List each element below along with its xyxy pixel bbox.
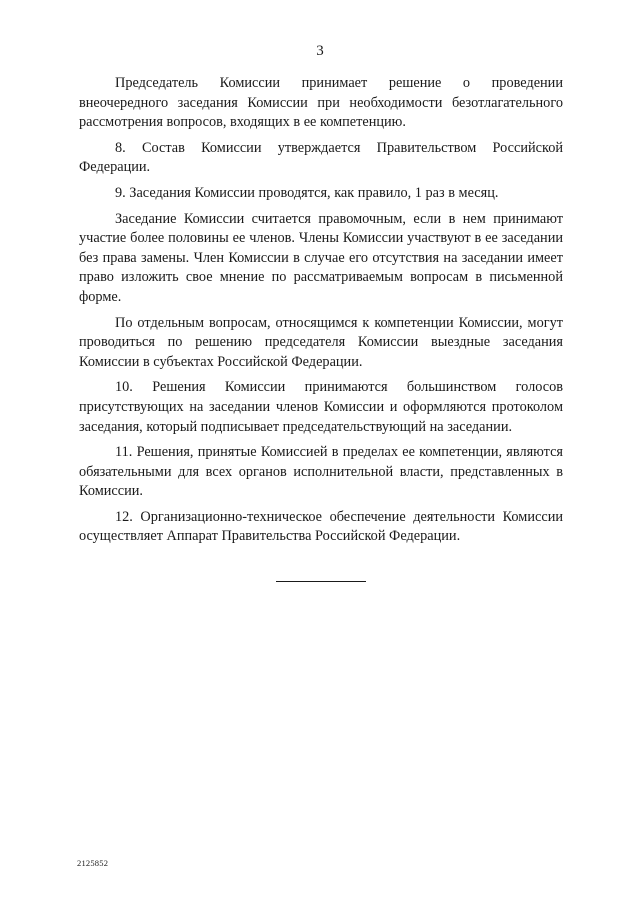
document-body [79,74,563,547]
document-code: 2125852 [77,858,109,868]
paragraph-offsite-meetings: По отдельным вопросам, относящимся к компетенции Комиссии, могут проводиться по решению председателя Комиссии выездные заседания Комиссии в субъектах Российской Федерации. [79,314,563,370]
paragraph-item-8: 8. Состав Комиссии утверждается Правительством Российской Федерации. [79,139,563,176]
paragraph-chairman-extraordinary-meeting: Председатель Комиссии принимает решение о проведении внеочередного заседания Комиссии при необходимости безотлагательного рассмотрения вопросов, входящих в ее компетенцию. [79,75,563,131]
paragraph-item-10: 10. Решения Комиссии принимаются большинством голосов присутствующих на заседании членов Комиссии и оформляются протоколом заседания, который подписывает председательствующий на заседании. [79,379,563,435]
paragraph-item-12: 12. Организационно-техническое обеспечение деятельности Комиссии осуществляет Аппарат Правительства Российской Федерации. [79,508,563,545]
paragraph-quorum: Заседание Комиссии считается правомочным, если в нем принимают участие более половины ее членов. Члены Комиссии участвуют в ее заседании без права замены. Член Комиссии в случае его отсутствия на заседании имеет право изложить свое мнение по рассматриваемым вопросам в письменной форме. [79,210,563,305]
paragraph-item-11: 11. Решения, принятые Комиссией в пределах ее компетенции, являются обязательными для всех органов исполнительной власти, представленных в Комиссии. [79,444,563,500]
closing-separator-line [276,581,366,582]
paragraph-item-9: 9. Заседания Комиссии проводятся, как правило, 1 раз в месяц. [115,184,499,201]
page-number: 3 [316,43,324,59]
